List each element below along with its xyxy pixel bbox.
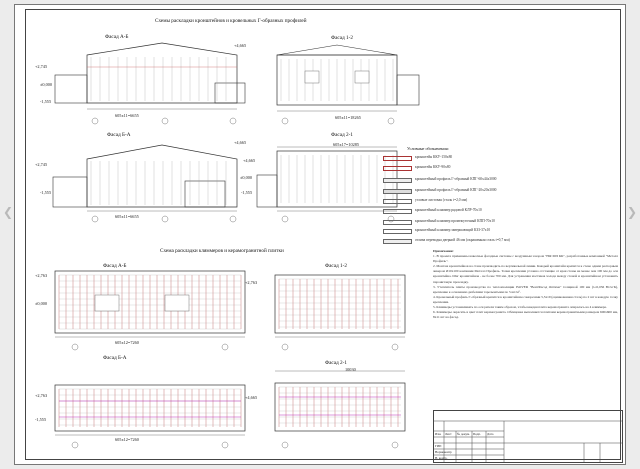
facade-label: Фасад 1-2 (325, 263, 347, 269)
facade-outline (275, 383, 405, 431)
facade-label: Фасад Б-А (103, 355, 127, 361)
legend-item: кронштейн ККУ-90х80 (415, 165, 450, 169)
annex-outline (257, 175, 277, 207)
level-mark: ±0,000 (240, 175, 253, 180)
axis-marker (72, 344, 78, 350)
legend-item: кронштейный кляммер рядовой КЛР-70х10 (415, 208, 482, 212)
tb-cell: Н. контр. (435, 456, 448, 460)
notes-title: Примечания: (433, 249, 454, 253)
note-item: 2. Монтаж кронштейнов на стене производить по вертикальной линии. Каждый кронштейн крепится к стене одним распорным анкером Ø10х100 компании Металл Профиль. Точки крепления условно отстоящие от края стены не менее чем 100 мм до оси кронштейна. Шаг кронштейнов - не более 700 мм. Для устранения мостиков холода между стеной и кронштейном установить паронитовую прокладку. (433, 264, 618, 284)
window (305, 71, 319, 83)
axis-marker (282, 344, 288, 350)
axis-marker (72, 442, 78, 448)
axis-marker (392, 442, 398, 448)
title-block (433, 410, 623, 463)
level-mark: +4,665 (243, 158, 256, 163)
elevations-drawing (15, 5, 627, 466)
level-mark: +2,763 (35, 393, 48, 398)
tb-cell: Изм. (435, 432, 442, 436)
axis-marker (222, 344, 228, 350)
annex-outline (53, 177, 87, 207)
tb-cell: ГИП (435, 444, 442, 448)
drawing-sheet (14, 4, 626, 465)
axis-marker (388, 118, 394, 124)
annex-outline (215, 83, 245, 103)
dimension-text: 605х11=18265 (335, 115, 361, 120)
level-mark: +2,763 (245, 280, 258, 285)
level-mark: +2,763 (35, 273, 48, 278)
note-item: 4. Кровельный профиль Г-образный крепится к кронштейнам саморезами 5,5х19 (оцинкованная сталь) по 2 шт в каждую точку крепления. (433, 294, 618, 304)
note-item: 3. Утеплитель плиты производства по теплоизоляции ISOVER "ВентФасад Оптима" толщиной 100 мм (λ=0,036 Вт/м·К), крепление к основанию дюбелями тарельчатыми по 5 шт/м². (433, 284, 618, 294)
legend-item: угловые листовая (сталь t=2,0 мм) (415, 198, 467, 202)
window (165, 295, 189, 311)
axis-marker (222, 442, 228, 448)
dimension-text: 605х11=6655 (115, 214, 139, 219)
title-block-grid (434, 411, 622, 462)
facade-label: Фасад 2-1 (325, 360, 347, 366)
tb-cell: Подп. (473, 432, 481, 436)
note-item: 1. В проекте применены навесные фасадные системы с воздушным зазором "НФ МП КК", разработанные компанией "Металл Профиль". (433, 254, 618, 264)
level-mark: +4,665 (245, 395, 258, 400)
note-item: 5. Кляммеры устанавливать по оси ригеля таким образом, чтобы каждая плита керамогранита опиралась на 4 кляммера. (433, 305, 607, 310)
axis-marker (92, 216, 98, 222)
level-mark: +2,745 (35, 162, 48, 167)
roof-outline (277, 45, 397, 55)
legend-item: кронштейный профиль Г-образный КПГ-20х20х3000 (415, 188, 496, 192)
facade-outline (87, 145, 237, 207)
annex-outline (397, 75, 419, 105)
heading-top: Схемы раскладки кронштейнов и кровельных Г-образных профилей (155, 18, 307, 24)
legend-item: кронштейн ККУ-150х80 (415, 155, 452, 159)
annex-outline (55, 75, 87, 103)
facade-outline (87, 43, 237, 103)
facade-label: Фасад 1-2 (331, 35, 353, 41)
facade-label: Фасад Б-А (107, 132, 131, 138)
axis-marker (230, 216, 236, 222)
window (95, 295, 119, 311)
level-mark: -1,555 (40, 99, 52, 104)
legend-item: отлива переводна дверной 46 мм (окрашенная сталь t=0,7 мм) (415, 238, 510, 242)
axis-marker (92, 118, 98, 124)
note-item: 6. Кляммеры окрасить в цвет плит керамогранита. Облицовка выполняется плитами керамогранитными размером 600х600 мм, 8х11 шт на фасад. (433, 310, 618, 320)
axis-marker (282, 118, 288, 124)
legend-item: кронштейный профиль Г-образный КПГ-60х44х3000 (415, 177, 496, 181)
facade-label: Фасад 2-1 (331, 132, 353, 138)
heading-bottom: Схема раскладки кляммеров и керамогранитной плитки (160, 248, 284, 254)
dimension-text: 605х11=6655 (115, 113, 139, 118)
facade-outline (275, 275, 405, 333)
next-page-icon[interactable]: ❯ (627, 205, 638, 219)
level-mark: -1,555 (241, 190, 253, 195)
level-mark: +2,745 (35, 64, 48, 69)
notes-block (433, 249, 618, 320)
prev-page-icon[interactable]: ❮ (3, 205, 14, 219)
level-mark: -1,555 (35, 417, 47, 422)
window (355, 71, 369, 83)
tb-cell: Лист (445, 432, 452, 436)
level-mark: ±0,000 (35, 301, 48, 306)
level-mark: +4,665 (234, 140, 247, 145)
legend-title: Условные обозначения: (407, 146, 449, 151)
legend-item: кронштейный кляммер завершающий КЗЗ-37х10 (415, 228, 490, 232)
axis-marker (392, 344, 398, 350)
facade-label: Фасад А-Б (103, 263, 127, 269)
tb-cell: Дата (487, 432, 494, 436)
axis-marker (230, 118, 236, 124)
axis-marker (282, 216, 288, 222)
axis-marker (162, 118, 168, 124)
tb-cell: № докум. (457, 432, 470, 436)
level-mark: +4,665 (234, 43, 247, 48)
annex-outline (185, 181, 225, 207)
tb-cell: Нормоконтр (435, 450, 452, 454)
facade-label: Фасад А-Б (105, 34, 129, 40)
level-mark: ±0,000 (40, 82, 53, 87)
dimension-text: 605х17=10285 (333, 142, 360, 147)
dimension-text: 605х12=7260 (115, 437, 139, 442)
dimension-text: 605х12=7260 (115, 340, 139, 345)
axis-marker (162, 216, 168, 222)
dimension-text: 10030 (345, 367, 356, 372)
legend-item: кронштейный кляммер промежуточный КПП-70х10 (415, 219, 495, 223)
axis-marker (282, 442, 288, 448)
level-mark: -1,555 (40, 190, 52, 195)
